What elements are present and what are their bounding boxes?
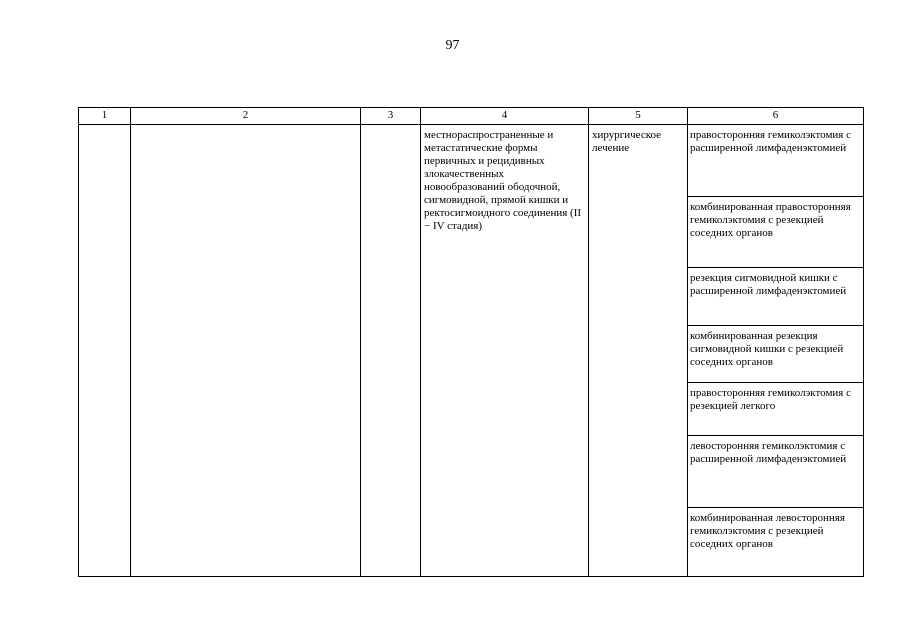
page-number: 97: [445, 38, 460, 53]
column-header-5: 5: [589, 108, 688, 125]
cell-treatment-type: [589, 125, 688, 577]
treatment-method-item: комбинированная резекция сигмовидной кишки с резекцией соседних органов: [688, 326, 863, 383]
treatment-method-item: правосторонняя гемиколэктомия с резекцией легкого: [688, 383, 863, 436]
cell-col2: [131, 125, 361, 577]
diagnosis-text: местнораспространенные и метастатические формы первичных и рецидивных злокачественных новообразований ободочной, сигмовидной, прямой кишки и ректосигмоидного соединения (II − IV стадия): [424, 129, 582, 232]
treatment-method-item: правосторонняя гемиколэктомия с расширенной лимфаденэктомией: [688, 125, 863, 197]
table-header-row: [79, 108, 864, 125]
column-header-1: 1: [79, 108, 131, 125]
treatment-table: [78, 107, 864, 577]
treatment-method-item: левосторонняя гемиколэктомия с расширенной лимфаденэктомией: [688, 436, 863, 508]
treatment-method-item: комбинированная правосторонняя гемиколэктомия с резекцией соседних органов: [688, 197, 863, 268]
cell-treatment-methods: [688, 125, 864, 577]
column-header-3: 3: [361, 108, 421, 125]
table-row: [79, 125, 864, 577]
treatment-type-text: хирургическое лечение: [592, 129, 662, 154]
treatment-method-item: комбинированная левосторонняя гемиколэктомия с резекцией соседних органов: [690, 512, 845, 550]
column-header-4: 4: [421, 108, 589, 125]
column-header-6: 6: [688, 108, 864, 125]
treatment-methods-list: [688, 125, 863, 576]
treatment-method-item: резекция сигмовидной кишки с расширенной лимфаденэктомией: [688, 268, 863, 326]
cell-diagnosis: [421, 125, 589, 577]
column-header-2: 2: [131, 108, 361, 125]
cell-col3: [361, 125, 421, 577]
cell-col1: [79, 125, 131, 577]
